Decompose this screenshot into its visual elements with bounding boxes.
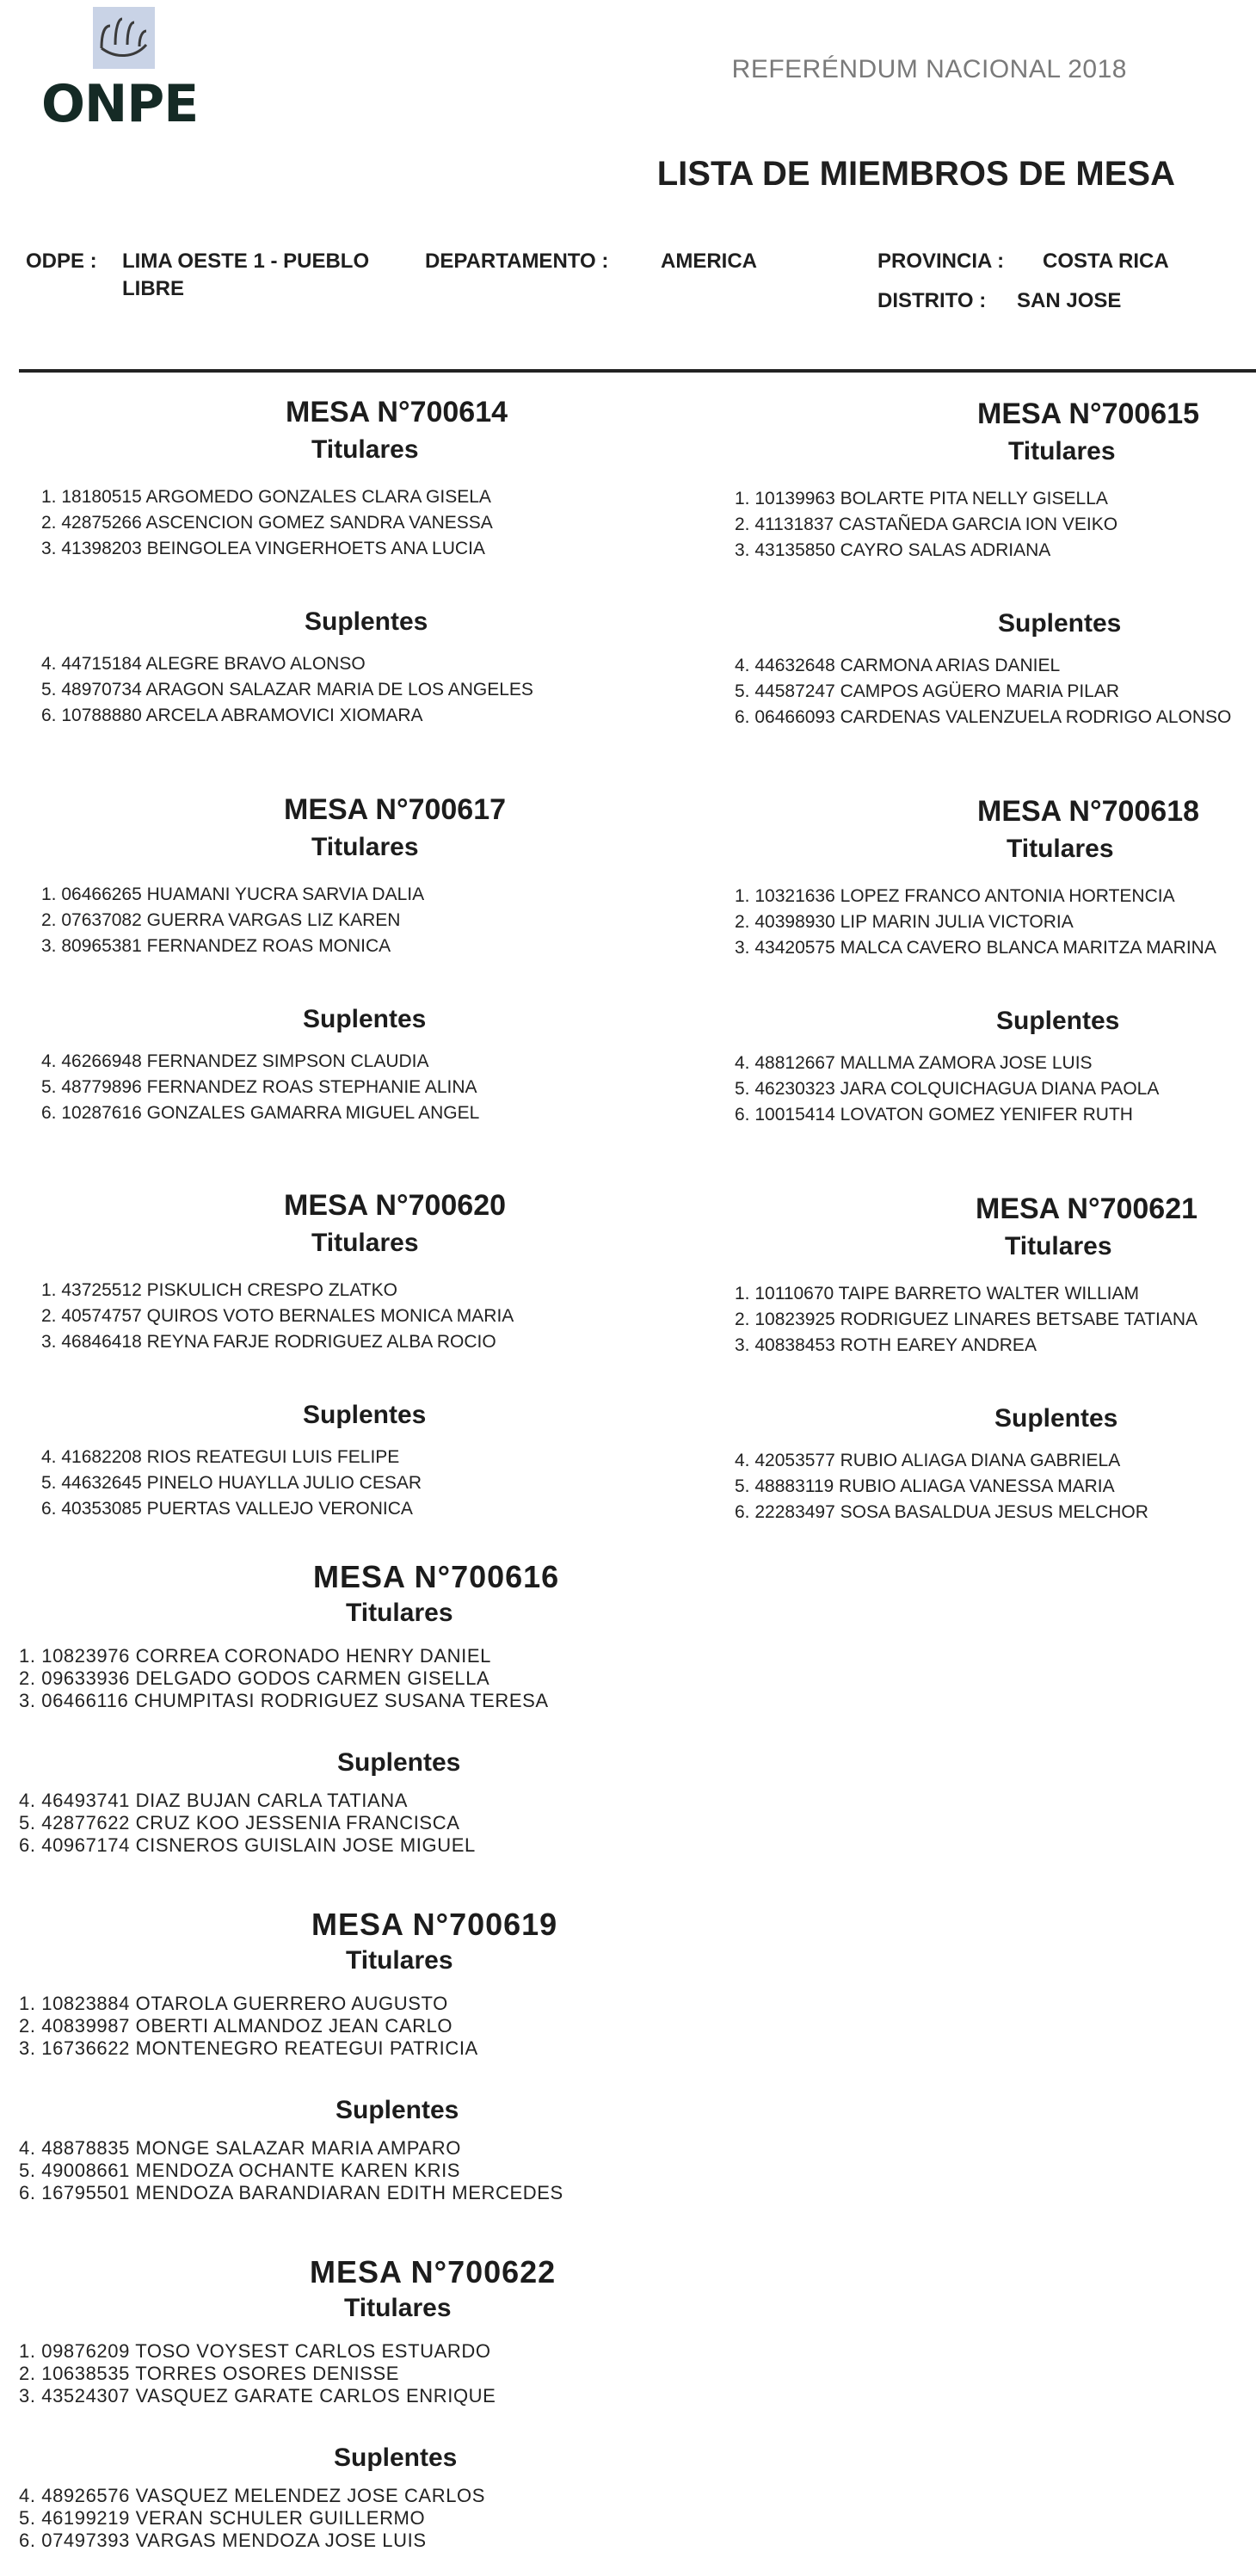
titulares-heading: Titulares (311, 435, 419, 464)
titular-item: 2. 07637082 GUERRA VARGAS LIZ KAREN (41, 910, 401, 930)
suplente-item: 4. 48926576 VASQUEZ MELENDEZ JOSE CARLOS (19, 2485, 486, 2506)
suplente-item: 5. 48779896 FERNANDEZ ROAS STEPHANIE ALINA (41, 1077, 477, 1097)
titular-item: 1. 06466265 HUAMANI YUCRA SARVIA DALIA (41, 884, 425, 904)
suplente-item: 5. 46199219 VERAN SCHULER GUILLERMO (19, 2507, 426, 2529)
suplente-item: 4. 42053577 RUBIO ALIAGA DIANA GABRIELA (735, 1451, 1121, 1470)
titular-item: 1. 43725512 PISKULICH CRESPO ZLATKO (41, 1280, 397, 1300)
mesa-title: MESA N°700621 (976, 1192, 1198, 1225)
mesa-title: MESA N°700614 (286, 396, 508, 428)
titular-item: 1. 10139963 BOLARTE PITA NELLY GISELLA (735, 489, 1108, 508)
titulares-heading: Titulares (311, 833, 419, 861)
suplente-item: 5. 44587247 CAMPOS AGÜERO MARIA PILAR (735, 681, 1120, 701)
logo-wordmark: ONPE (41, 74, 199, 134)
titular-item: 1. 10823976 CORREA CORONADO HENRY DANIEL (19, 1645, 491, 1667)
suplente-item: 6. 22283497 SOSA BASALDUA JESUS MELCHOR (735, 1502, 1148, 1522)
voting-hand-icon (89, 7, 158, 71)
titular-item: 1. 10823884 OTAROLA GUERRERO AUGUSTO (19, 1993, 448, 2014)
titular-item: 2. 40839987 OBERTI ALMANDOZ JEAN CARLO (19, 2015, 453, 2037)
suplente-item: 6. 06466093 CARDENAS VALENZUELA RODRIGO ALONSO (735, 707, 1232, 727)
header-divider (19, 369, 1256, 373)
titular-item: 3. 40838453 ROTH EAREY ANDREA (735, 1335, 1037, 1355)
odpe-label: ODPE : (26, 250, 97, 273)
suplente-item: 5. 44632645 PINELO HUAYLLA JULIO CESAR (41, 1473, 422, 1493)
suplente-item: 6. 40353085 PUERTAS VALLEJO VERONICA (41, 1499, 413, 1519)
suplente-item: 6. 10287616 GONZALES GAMARRA MIGUEL ANGEL (41, 1103, 480, 1123)
titular-item: 1. 10321636 LOPEZ FRANCO ANTONIA HORTENCIA (735, 886, 1175, 906)
departamento-label: DEPARTAMENTO : (425, 250, 609, 273)
odpe-value-line1: LIMA OESTE 1 - PUEBLO (122, 250, 370, 273)
titulares-heading: Titulares (1005, 1232, 1112, 1260)
suplente-item: 4. 44715184 ALEGRE BRAVO ALONSO (41, 654, 366, 674)
suplente-item: 4. 46266948 FERNANDEZ SIMPSON CLAUDIA (41, 1051, 429, 1071)
titular-item: 1. 18180515 ARGOMEDO GONZALES CLARA GISELA (41, 487, 491, 507)
distrito-label: DISTRITO : (877, 289, 987, 312)
titular-item: 3. 43420575 MALCA CAVERO BLANCA MARITZA MARINA (735, 938, 1216, 958)
titular-item: 2. 10823925 RODRIGUEZ LINARES BETSABE TATIANA (735, 1310, 1198, 1329)
titular-item: 3. 41398203 BEINGOLEA VINGERHOETS ANA LUCIA (41, 539, 485, 558)
titulares-heading: Titulares (311, 1229, 419, 1257)
suplente-item: 5. 42877622 CRUZ KOO JESSENIA FRANCISCA (19, 1812, 460, 1833)
mesa-title: MESA N°700615 (977, 397, 1200, 430)
titulares-heading: Titulares (346, 1599, 453, 1627)
mesa-title: MESA N°700619 (311, 1907, 558, 1942)
suplentes-heading: Suplentes (303, 1401, 427, 1429)
provincia-label: PROVINCIA : (877, 250, 1005, 273)
titular-item: 3. 06466116 CHUMPITASI RODRIGUEZ SUSANA TERESA (19, 1690, 549, 1711)
titulares-heading: Titulares (346, 1946, 453, 1975)
titulares-heading: Titulares (1008, 437, 1116, 465)
suplentes-heading: Suplentes (998, 609, 1122, 638)
suplente-item: 6. 10015414 LOVATON GOMEZ YENIFER RUTH (735, 1105, 1133, 1125)
suplente-item: 5. 49008661 MENDOZA OCHANTE KAREN KRIS (19, 2160, 461, 2181)
document-title: LISTA DE MIEMBROS DE MESA (656, 155, 1175, 193)
departamento-value: AMERICA (661, 250, 757, 273)
suplentes-heading: Suplentes (994, 1404, 1118, 1433)
titulares-heading: Titulares (1007, 835, 1114, 863)
titulares-heading: Titulares (344, 2294, 452, 2322)
titular-item: 2. 09633936 DELGADO GODOS CARMEN GISELLA (19, 1667, 490, 1689)
titular-item: 3. 16736622 MONTENEGRO REATEGUI PATRICIA (19, 2037, 478, 2059)
suplente-item: 4. 41682208 RIOS REATEGUI LUIS FELIPE (41, 1447, 400, 1467)
titular-item: 2. 42875266 ASCENCION GOMEZ SANDRA VANESSA (41, 513, 493, 533)
suplentes-heading: Suplentes (337, 1748, 461, 1777)
suplente-item: 6. 16795501 MENDOZA BARANDIARAN EDITH MERCEDES (19, 2182, 563, 2203)
mesa-title: MESA N°700620 (284, 1189, 507, 1222)
suplente-item: 6. 40967174 CISNEROS GUISLAIN JOSE MIGUEL (19, 1834, 476, 1856)
titular-item: 3. 43524307 VASQUEZ GARATE CARLOS ENRIQUE (19, 2385, 496, 2407)
mesa-title: MESA N°700622 (310, 2254, 557, 2289)
event-title: REFERÉNDUM NACIONAL 2018 (731, 55, 1127, 83)
titular-item: 3. 46846418 REYNA FARJE RODRIGUEZ ALBA ROCIO (41, 1332, 496, 1352)
titular-item: 3. 43135850 CAYRO SALAS ADRIANA (735, 540, 1051, 560)
titular-item: 2. 40398930 LIP MARIN JULIA VICTORIA (735, 912, 1074, 932)
titular-item: 2. 10638535 TORRES OSORES DENISSE (19, 2363, 400, 2384)
mesa-title: MESA N°700618 (977, 795, 1200, 828)
suplentes-heading: Suplentes (336, 2096, 459, 2124)
suplente-item: 5. 48883119 RUBIO ALIAGA VANESSA MARIA (735, 1476, 1115, 1496)
suplente-item: 6. 07497393 VARGAS MENDOZA JOSE LUIS (19, 2530, 427, 2551)
distrito-value: SAN JOSE (1017, 289, 1122, 312)
mesa-title: MESA N°700617 (284, 793, 507, 826)
suplente-item: 4. 48812667 MALLMA ZAMORA JOSE LUIS (735, 1053, 1093, 1073)
suplente-item: 4. 46493741 DIAZ BUJAN CARLA TATIANA (19, 1790, 409, 1811)
suplentes-heading: Suplentes (996, 1007, 1120, 1035)
suplente-item: 6. 10788880 ARCELA ABRAMOVICI XIOMARA (41, 706, 423, 725)
suplente-item: 5. 46230323 JARA COLQUICHAGUA DIANA PAOLA (735, 1079, 1160, 1099)
suplentes-heading: Suplentes (303, 1005, 427, 1033)
titular-item: 1. 10110670 TAIPE BARRETO WALTER WILLIAM (735, 1284, 1139, 1303)
titular-item: 2. 40574757 QUIROS VOTO BERNALES MONICA MARIA (41, 1306, 514, 1326)
odpe-value-line2: LIBRE (122, 277, 184, 300)
onpe-logo (41, 7, 213, 136)
suplente-item: 4. 44632648 CARMONA ARIAS DANIEL (735, 656, 1061, 675)
suplente-item: 5. 48970734 ARAGON SALAZAR MARIA DE LOS ANGELES (41, 680, 533, 699)
mesa-title: MESA N°700616 (313, 1559, 560, 1594)
suplente-item: 4. 48878835 MONGE SALAZAR MARIA AMPARO (19, 2137, 461, 2159)
odpe-value (122, 248, 369, 303)
suplentes-heading: Suplentes (305, 607, 428, 636)
provincia-value: COSTA RICA (1043, 250, 1169, 273)
titular-item: 2. 41131837 CASTAÑEDA GARCIA ION VEIKO (735, 515, 1118, 534)
suplentes-heading: Suplentes (334, 2444, 458, 2472)
titular-item: 3. 80965381 FERNANDEZ ROAS MONICA (41, 936, 391, 956)
titular-item: 1. 09876209 TOSO VOYSEST CARLOS ESTUARDO (19, 2340, 491, 2362)
